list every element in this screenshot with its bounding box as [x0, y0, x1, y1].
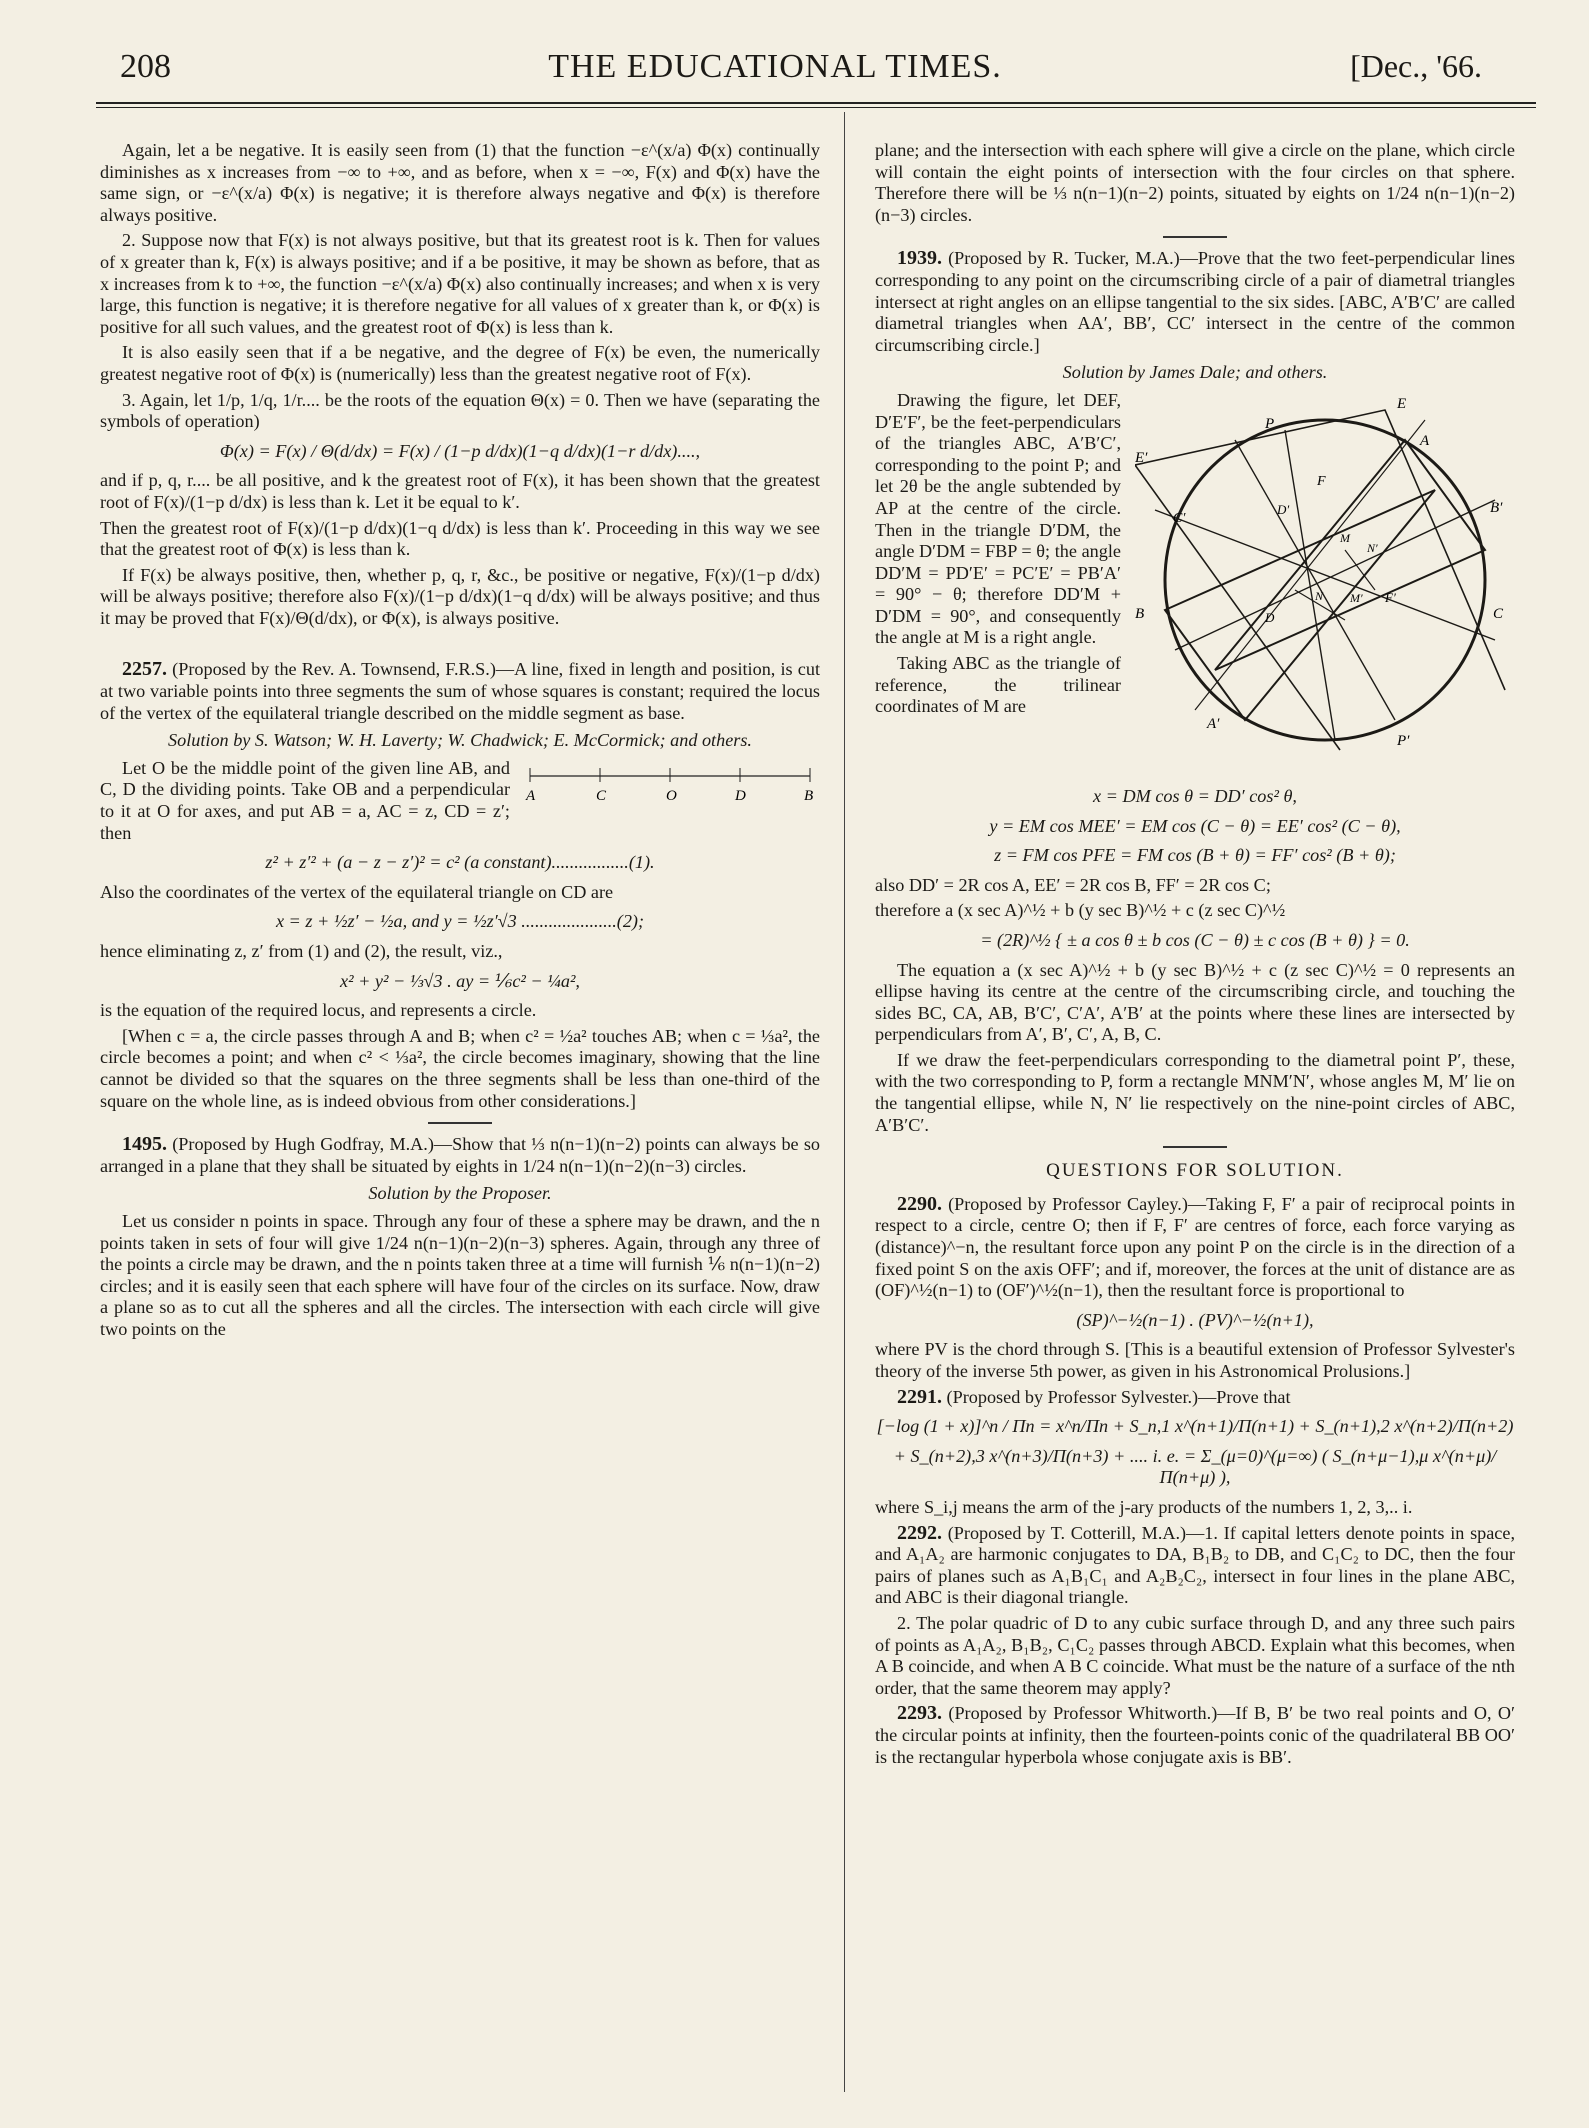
fig-label: D	[1265, 609, 1275, 625]
question-number: 2292.	[897, 1521, 942, 1544]
paragraph: Let us consider n points in space. Through any four of these a sphere may be drawn, and the n points taken in sets of four will give 1/24 n(n−1)(n−2)(n−3) spheres. Again, through any three of the points a circle may be drawn, and the n points taken three at a time will furnish ⅙ n(n−1)(n−2) circles; and it is easily seen that each sphere will have four of the circles on its surface. Now, draw a plane so as to cut all the spheres and all the circles. The intersection with each circle will give two points on the	[100, 1210, 820, 1339]
equation: x² + y² − ⅓√3 . ay = ⅙c² − ¼a²,	[340, 970, 580, 991]
paragraph: is the equation of the required locus, and represents a circle.	[100, 1000, 537, 1021]
right-column	[875, 140, 1515, 1772]
section-divider	[428, 1122, 492, 1124]
question-text: (Proposed by the Rev. A. Townsend, F.R.S.)—A line, fixed in length and position, is cut at two variable points into three segments the sum of whose squares is constant; required the locus of the vertex of the equilateral triangle described on the middle segment as base.	[100, 659, 820, 723]
paragraph: Then the greatest root of F(x)/(1−p d/dx)(1−q d/dx) is less than k′. Proceeding in this way we see that the greatest root of Φ(x) is less than k.	[100, 517, 820, 560]
fig-label: D′	[1277, 501, 1290, 517]
figure-svg	[1135, 390, 1515, 770]
paragraph: plane; and the intersection with each sphere will give a circle on the plane, which circle will contain the eight points of intersection with the four circles on that sphere. Therefore there will be ⅓ n(n−1)(n−2) points, situated by eights on 1/24 n(n−1)(n−2)(n−3) circles.	[875, 140, 1515, 225]
question-2293	[875, 1703, 1515, 1768]
fig-label: M′	[1350, 590, 1363, 605]
fig-label: E′	[1135, 449, 1148, 466]
fig-label: N	[1315, 588, 1324, 603]
left-column	[100, 140, 820, 1345]
paragraph: The equation a (x sec A)^½ + b (y sec B)^½ + c (z sec C)^½ = 0 represents an ellipse having its centre at the centre of the circumscribing circle, and touching the sides BC, CA, AB, B′C′, C′A′, A′B′ at the points where these lines are intersected by perpendiculars from A′, B′, C′, A, B, C.	[875, 959, 1515, 1045]
question-text: (Proposed by Professor Whitworth.)—If B, B′ be two real points and O, O′ the circular points at infinity, then the fourteen-points conic of the quadrilateral BB OO′ is the rectangular hyperbola whose conjugate axis is BB′.	[875, 1703, 1516, 1767]
question-number: 2257.	[122, 658, 167, 681]
point-label: D	[735, 787, 746, 804]
point-label: O	[666, 787, 677, 804]
question-1495	[100, 1134, 820, 1177]
equation: Φ(x) = F(x) / Θ(d/dx) = F(x) / (1−p d/dx)(1−q d/dx)(1−r d/dx)....,	[219, 440, 701, 461]
paragraph: 2. The polar quadric of D to any cubic surface through D, and any three such pairs of points as A₁A₂, B₁B₂, C₁C₂ passes through ABCD. Explain what this becomes, when A B coincide, and when A B C coincide. What must be the nature of a surface of the nth order, that the same theorem may apply?	[875, 1612, 1515, 1698]
section-divider	[1163, 1146, 1227, 1148]
question-text: (Proposed by T. Cotterill, M.A.)—1. If capital letters denote points in space, and A₁A₂ are harmonic conjugates to DA, B₁B₂ to DB, and C₁C₂ to DC, then the four pairs of planes such as A₁B₁C₁ and A₂B₂C₂, intersect in four lines in the plane ABC, and ABC is their diagonal triangle.	[875, 1522, 1515, 1608]
fig-label: E	[1397, 395, 1407, 412]
paragraph: If we draw the feet-perpendiculars corresponding to the diametral point P′, these, with the two corresponding to P, form a rectangle MNM′N′, whose angles M, M′ lie on the tangential ellipse, while N, N′ lie respectively on the nine-point circles of ABC, A′B′C′.	[875, 1049, 1515, 1135]
paragraph: 3. Again, let 1/p, 1/q, 1/r.... be the roots of the equation Θ(x) = 0. Then we have (separating the symbols of operation)	[100, 389, 820, 432]
equation: z² + z′² + (a − z − z′)² = c² (a constant).................(1).	[265, 852, 655, 873]
paragraph: It is also easily seen that if a be negative, and the degree of F(x) be even, the numerically greatest negative root of Φ(x) is (numerically) less than the greatest negative root of F(x).	[100, 342, 820, 384]
geometry-figure	[1135, 390, 1515, 770]
equation: (SP)^−½(n−1) . (PV)^−½(n+1),	[1076, 1309, 1314, 1330]
fig-label: A′	[1207, 715, 1220, 732]
paragraph: Let O be the middle point of the given line AB, and C, D the dividing points. Take OB and a perpendicular to it at O for axes, and put AB = a, AC = z, CD = z′; then	[100, 757, 510, 843]
section-divider	[1163, 236, 1227, 238]
equation: = (2R)^½ { ± a cos θ ± b cos (C − θ) ± c cos (B + θ) } = 0.	[980, 929, 1410, 950]
equation: x = DM cos θ = DD′ cos² θ,	[1093, 785, 1297, 806]
equation: y = EM cos MEE′ = EM cos (C − θ) = EE′ cos² (C − θ),	[989, 815, 1401, 836]
question-text: (Proposed by Professor Sylvester.)—Prove that	[946, 1386, 1291, 1407]
page	[60, 30, 1516, 2100]
section-heading: QUESTIONS FOR SOLUTION.	[1046, 1160, 1344, 1182]
paragraph: where PV is the chord through S. [This is a beautiful extension of Professor Sylvester's theory of the inverse 5th power, as given in his Astronomical Prolusions.]	[875, 1339, 1515, 1381]
fig-label: B	[1135, 605, 1145, 622]
solution-credit: Solution by the Proposer.	[368, 1183, 552, 1204]
question-2257	[100, 659, 820, 724]
paragraph: also DD′ = 2R cos A, EE′ = 2R cos B, FF′ = 2R cos C;	[875, 874, 1271, 895]
equation: [−log (1 + x)]^n / Πn = x^n/Πn + S_n,1 x^(n+1)/Π(n+1) + S_(n+1),2 x^(n+2)/Π(n+2)	[876, 1416, 1514, 1437]
solution-credit: Solution by James Dale; and others.	[1062, 362, 1328, 383]
solution-credit: Solution by S. Watson; W. H. Laverty; W. Chadwick; E. McCormick; and others.	[168, 730, 752, 751]
equation: x = z + ½z′ − ½a, and y = ½z′√3 .....................(2);	[275, 911, 645, 932]
question-number: 1495.	[122, 1133, 167, 1156]
question-2291	[875, 1387, 1515, 1409]
paragraph: Taking ABC as the triangle of reference, the trilinear coordinates of M are	[875, 653, 1121, 717]
equation: z = FM cos PFE = FM cos (B + θ) = FF′ cos² (B + θ);	[994, 845, 1396, 866]
question-2290	[875, 1194, 1515, 1302]
question-text: (Proposed by R. Tucker, M.A.)—Prove that the two feet-perpendicular lines corresponding to any point on the circumscribing circle of a pair of diametral triangles intersect at right angles on an ellipse tangential to the six sides. [ABC, A′B′C′ are called diametral triangles when AA′, BB′, CC′ intersect in the centre of the common circumscribing circle.]	[875, 248, 1515, 355]
paragraph: 2. Suppose now that F(x) is not always positive, but that its greatest root is k. Then for values of x greater than k, F(x) is always positive; and if a be positive, it may be shown as before, that as x increases from k to +∞, the function −ε^(x/a) Φ(x) also continually increases; and when x is very large, this function is negative; it is therefore negative for all values of x greater than k, or Φ(x) is positive for all such values, and the greatest root of Φ(x) is less than k.	[100, 230, 820, 337]
fig-label: P′	[1397, 732, 1410, 749]
segment-diagram	[520, 758, 820, 808]
fig-label: N′	[1367, 540, 1378, 555]
fig-label: C′	[1173, 510, 1186, 526]
fig-label: C	[1493, 605, 1504, 622]
paragraph: where S_i,j means the arm of the j-ary products of the numbers 1, 2, 3,.. i.	[875, 1496, 1413, 1517]
paragraph: therefore a (x sec A)^½ + b (y sec B)^½ + c (z sec C)^½	[875, 900, 1286, 921]
question-text: (Proposed by Hugh Godfray, M.A.)—Show that ⅓ n(n−1)(n−2) points can always be so arranged in a plane that they shall be situated by eights in 1/24 n(n−1)(n−2)(n−3) circles.	[100, 1134, 821, 1176]
question-2292	[875, 1523, 1515, 1609]
point-label: A	[526, 787, 536, 804]
question-text: (Proposed by Professor Cayley.)—Taking F, F′ a pair of reciprocal points in respect to a circle, centre O; then if F, F′ are centres of force, each force varying as (distance)^−n, the resultant force upon any point P on the circle is in the direction of a fixed point S on the axis OFF′; and if, moreover, the forces at the unit of distance are as (OF)^½(n−1) to (OF′)^½(n−1), then the resultant force is proportional to	[875, 1193, 1515, 1301]
journal-title: THE EDUCATIONAL TIMES.	[548, 48, 1002, 85]
point-label: B	[804, 787, 814, 804]
paragraph: hence eliminating z, z′ from (1) and (2), the result, viz.,	[100, 941, 503, 961]
paragraph: Drawing the figure, let DEF, D′E′F′, be the feet-perpendiculars of the triangles ABC, A′B′C′, corresponding to the point P; and let 2θ be the angle subtended by AP at the centre of the circle. Then in the triangle D′DM, the angle D′DM = FBP = θ; the angle DD′M = PD′E′ = PC′E′ = PB′A′ = 90° − θ; therefore DD′M + D′DM = 90°, and consequently the angle at M is a right angle.	[875, 389, 1121, 648]
issue-date: [Dec., '66.	[1350, 48, 1482, 84]
equation: + S_(n+2),3 x^(n+3)/Π(n+3) + .... i. e. = Σ_(μ=0)^(μ=∞) ( S_(n+μ−1),μ x^(n+μ)/Π(n+μ) ),	[893, 1445, 1497, 1488]
question-1939	[875, 248, 1515, 356]
question-number: 2291.	[897, 1385, 942, 1408]
point-label: C	[596, 787, 607, 804]
question-number: 2293.	[897, 1702, 942, 1725]
paragraph: Also the coordinates of the vertex of the equilateral triangle on CD are	[100, 881, 614, 902]
paragraph: and if p, q, r.... be all positive, and k the greatest root of F(x), it has been shown that the greatest root of F(x)/(1−p d/dx) is less than k. Let it be equal to k′.	[100, 470, 820, 512]
paragraph: Again, let a be negative. It is easily seen from (1) that the function −ε^(x/a) Φ(x) continually diminishes as x increases from −∞ to +∞, and as before, when x = −∞, F(x) and Φ(x) have the same sign, or −ε^(x/a) Φ(x) is negative; it is therefore always negative and Φ(x) is therefore always positive.	[100, 140, 820, 225]
paragraph: If F(x) be always positive, then, whether p, q, r, &c., be positive or negative, F(x)/(1−p d/dx) will be always positive; therefore also F(x)/(1−p d/dx)(1−q d/dx) will be always positive; and thus it may be proved that F(x)/Θ(d/dx), or Φ(x), is always positive.	[100, 564, 820, 628]
page-header	[60, 48, 1490, 98]
column-divider	[844, 112, 845, 2092]
fig-label: F′	[1385, 589, 1396, 605]
paragraph: [When c = a, the circle passes through A and B; when c² = ½a² touches AB; when c = ⅓a², the circle becomes a point; and when c² < ⅓a², the circle becomes imaginary, showing that the line cannot be divided so that the squares on the three segments shall be less than one-third of the square on the whole line, as is indeed obvious from other considerations.]	[100, 1025, 820, 1111]
question-number: 1939.	[897, 247, 942, 270]
page-number: 208	[120, 48, 171, 85]
fig-label: F	[1317, 473, 1326, 489]
fig-label: M	[1340, 530, 1350, 545]
header-rule	[96, 102, 1536, 108]
fig-label: A	[1420, 432, 1430, 449]
question-number: 2290.	[897, 1192, 942, 1215]
fig-label: B′	[1490, 499, 1503, 516]
fig-label: P	[1265, 415, 1275, 432]
